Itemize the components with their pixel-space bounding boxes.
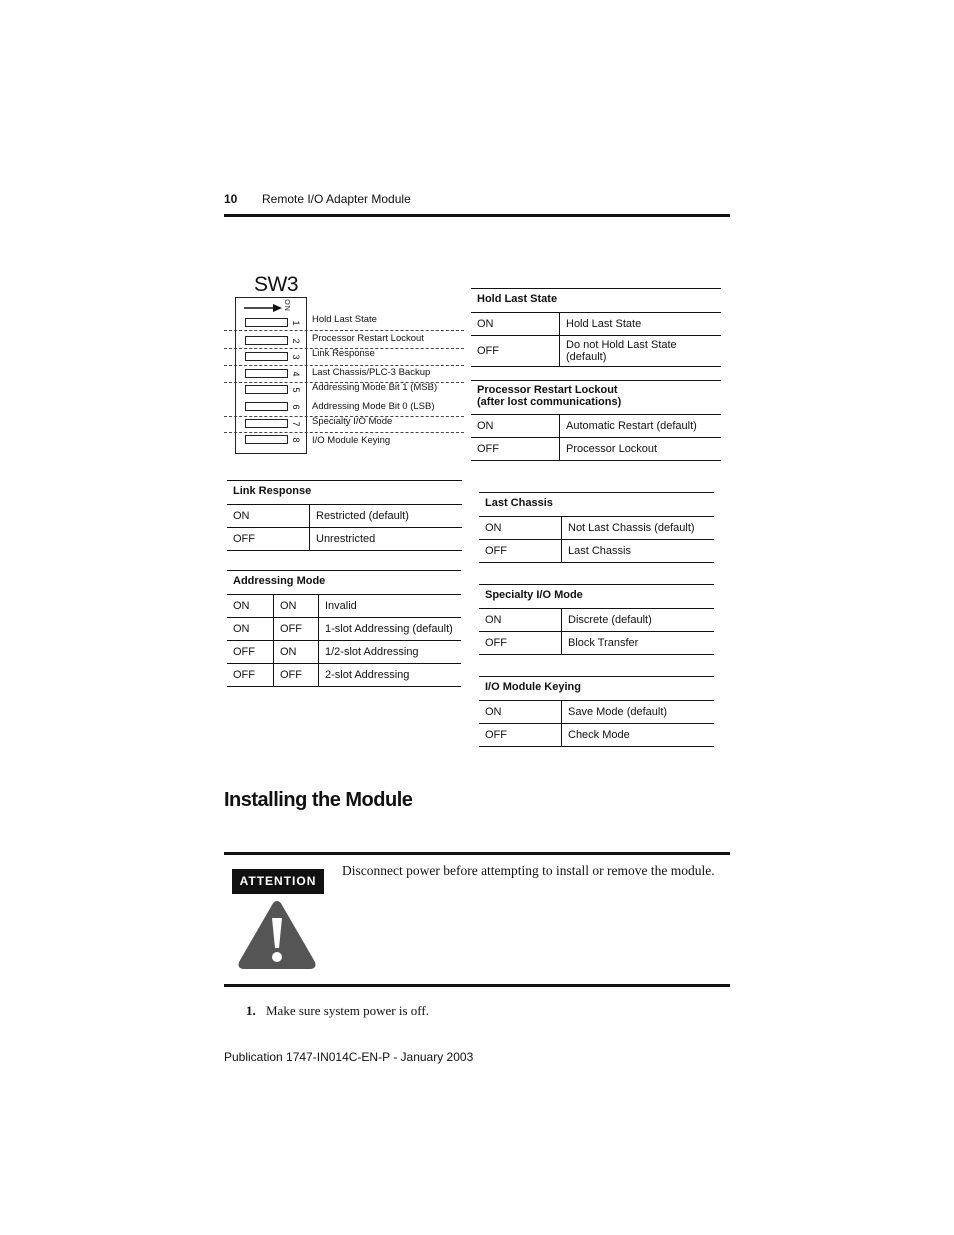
table-cell: ON: [274, 595, 319, 618]
table-cell: Do not Hold Last State (default): [560, 336, 722, 367]
switch-title: SW3: [254, 273, 299, 296]
switch-number: 6: [291, 404, 301, 410]
warning-icon: [236, 898, 318, 972]
table-cell: 1/2-slot Addressing: [319, 641, 462, 664]
page-number: 10: [224, 192, 238, 206]
table-cell: Last Chassis: [562, 540, 715, 563]
hold-last-state-table: [471, 288, 721, 367]
table-title: Hold Last State: [471, 289, 721, 313]
specialty-io-table: [479, 584, 714, 655]
attention-rule-top: [224, 852, 730, 855]
table-title: Link Response: [227, 481, 462, 505]
table-title: [471, 381, 721, 415]
switch-toggle-1: [245, 318, 288, 327]
divider: [224, 365, 464, 366]
table-row: [471, 336, 721, 367]
switch-toggle-4: [245, 369, 288, 378]
table-title: Addressing Mode: [227, 571, 461, 595]
switch-number: 3: [291, 354, 301, 360]
table-cell: OFF: [471, 336, 560, 367]
table-cell: ON: [471, 415, 560, 438]
table-cell: OFF: [479, 632, 562, 655]
table-cell: 1-slot Addressing (default): [319, 618, 462, 641]
addressing-mode-table: [227, 570, 461, 687]
table-cell: OFF: [227, 641, 274, 664]
table-cell: 2-slot Addressing: [319, 664, 462, 687]
table-cell: Discrete (default): [562, 609, 715, 632]
table-cell: ON: [479, 701, 562, 724]
switch-toggle-6: [245, 402, 288, 411]
table-cell: Processor Lockout: [560, 438, 722, 461]
table-row: [227, 664, 461, 687]
table-cell: OFF: [274, 664, 319, 687]
table-title: Specialty I/O Mode: [479, 585, 714, 609]
table-cell: Restricted (default): [310, 505, 463, 528]
switch-label: Last Chassis/PLC-3 Backup: [312, 367, 431, 378]
table-cell: OFF: [479, 540, 562, 563]
table-cell: OFF: [471, 438, 560, 461]
table-cell: OFF: [227, 664, 274, 687]
step-number: 1.: [246, 1003, 256, 1018]
switch-number: 2: [291, 338, 301, 344]
switch-label: Hold Last State: [312, 314, 377, 325]
arrow-right-icon: [243, 303, 283, 313]
switch-toggle-2: [245, 336, 288, 345]
switch-number: 7: [291, 421, 301, 427]
table-cell: Block Transfer: [562, 632, 715, 655]
table-title: Last Chassis: [479, 493, 714, 517]
table-cell: ON: [227, 505, 310, 528]
footer-publication: Publication 1747-IN014C-EN-P - January 2003: [224, 1050, 474, 1064]
table-row: [479, 701, 714, 724]
switch-label: Specialty I/O Mode: [312, 416, 393, 427]
table-row: [479, 632, 714, 655]
header-rule: [224, 214, 730, 217]
table-cell: OFF: [227, 528, 310, 551]
switch-label: Addressing Mode Bit 1 (MSB): [312, 382, 438, 393]
switch-number: 4: [291, 371, 301, 377]
switch-toggle-7: [245, 419, 288, 428]
link-response-table: [227, 480, 462, 551]
switch-number: 1: [291, 320, 301, 326]
on-label: ON: [282, 299, 290, 312]
table-row: [227, 528, 462, 551]
io-keying-table: [479, 676, 714, 747]
switch-label: I/O Module Keying: [312, 435, 391, 446]
section-heading: Installing the Module: [224, 789, 413, 811]
divider: [224, 432, 464, 433]
step-text: Make sure system power is off.: [266, 1003, 429, 1018]
table-row: [227, 641, 461, 664]
table-title-line: Processor Restart Lockout: [477, 384, 618, 396]
table-cell: ON: [227, 618, 274, 641]
table-cell: ON: [479, 609, 562, 632]
switch-label: Link Response: [312, 348, 375, 359]
attention-badge: ATTENTION: [232, 869, 324, 894]
table-cell: ON: [274, 641, 319, 664]
table-row: [227, 595, 461, 618]
table-cell: Not Last Chassis (default): [562, 517, 715, 540]
table-title: I/O Module Keying: [479, 677, 714, 701]
table-cell: ON: [227, 595, 274, 618]
table-cell: ON: [471, 313, 560, 336]
table-row: [227, 505, 462, 528]
table-row: [471, 415, 721, 438]
table-cell: Hold Last State: [560, 313, 722, 336]
switch-toggle-5: [245, 385, 288, 394]
table-row: [471, 313, 721, 336]
table-row: [227, 618, 461, 641]
table-row: [479, 609, 714, 632]
header-title: Remote I/O Adapter Module: [262, 192, 411, 206]
processor-restart-table: [471, 380, 721, 461]
table-title-line: (after lost communications): [477, 396, 622, 408]
table-cell: ON: [479, 517, 562, 540]
divider: [224, 330, 464, 331]
switch-number: 8: [291, 437, 301, 443]
table-row: [471, 438, 721, 461]
table-cell: OFF: [479, 724, 562, 747]
switch-toggle-8: [245, 435, 288, 444]
last-chassis-table: [479, 492, 714, 563]
table-cell: Automatic Restart (default): [560, 415, 722, 438]
attention-text: Disconnect power before attempting to install or remove the module.: [342, 863, 715, 878]
switch-toggle-3: [245, 352, 288, 361]
table-cell: Save Mode (default): [562, 701, 715, 724]
switch-label: Addressing Mode Bit 0 (LSB): [312, 401, 435, 412]
switch-number: 5: [291, 387, 301, 393]
table-row: [479, 540, 714, 563]
table-cell: Invalid: [319, 595, 462, 618]
table-row: [479, 724, 714, 747]
table-cell: Unrestricted: [310, 528, 463, 551]
switch-label: Processor Restart Lockout: [312, 333, 424, 344]
table-cell: Check Mode: [562, 724, 715, 747]
table-cell: OFF: [274, 618, 319, 641]
table-row: [479, 517, 714, 540]
attention-rule-bottom: [224, 984, 730, 987]
